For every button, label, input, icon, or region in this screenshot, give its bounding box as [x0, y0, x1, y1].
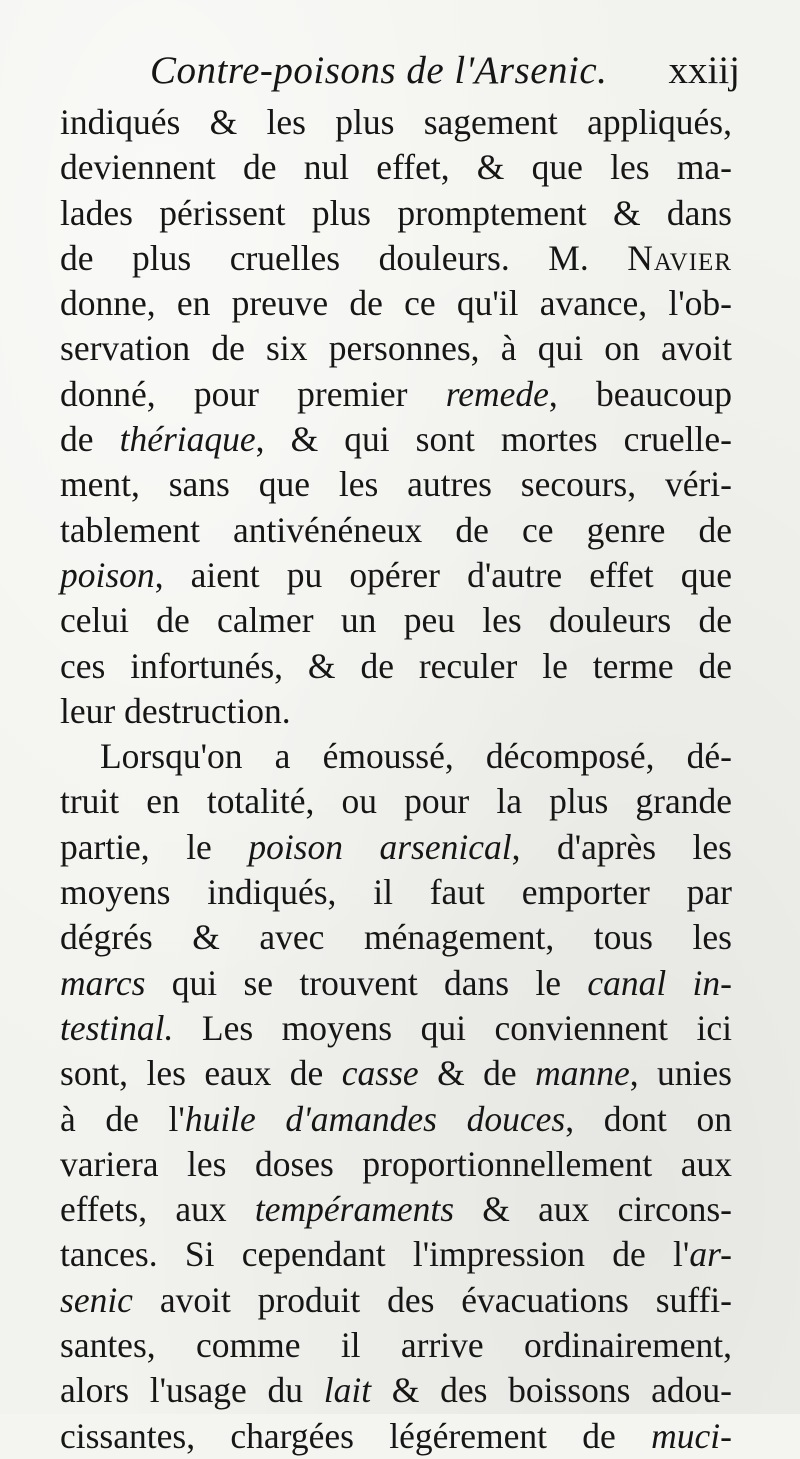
text-line	[60, 598, 732, 643]
text-run: Lorsqu'on a émoussé, décomposé, dé-	[100, 736, 732, 777]
text-run: tances. Si cependant l'impression de l'	[60, 1234, 690, 1275]
text-run: santes, comme il arrive ordinairement,	[60, 1325, 732, 1366]
text-run: à de l'	[60, 1098, 185, 1139]
text-line	[60, 1368, 732, 1413]
text-run: donne, en preuve de ce qu'il avance, l'ob-	[60, 283, 732, 324]
italic-term: remede	[445, 373, 549, 414]
text-line	[60, 236, 732, 281]
italic-term: manne	[535, 1053, 630, 1094]
text-line	[60, 644, 732, 689]
italic-term: canal in-	[587, 962, 732, 1003]
body-text	[60, 100, 732, 1459]
text-run: de	[60, 419, 120, 460]
text-line	[60, 372, 732, 417]
text-run: de plus cruelles douleurs. M.	[60, 237, 628, 278]
text-line	[60, 1142, 732, 1187]
text-run: donné, pour premier	[60, 373, 446, 414]
author-name: Navier	[627, 237, 732, 278]
text-line	[60, 1187, 732, 1232]
text-line	[60, 961, 732, 1006]
text-line	[60, 1051, 732, 1096]
text-line	[60, 1414, 732, 1459]
text-line	[60, 191, 732, 236]
page-number: xxiij	[668, 49, 740, 92]
text-line	[60, 100, 732, 145]
italic-term: marcs	[60, 962, 146, 1003]
running-title: Contre-poisons de l'Arsenic.	[150, 49, 608, 92]
text-line	[60, 1097, 732, 1142]
text-run: leur destruction.	[60, 690, 291, 731]
text-line	[60, 1323, 732, 1368]
text-line	[60, 915, 732, 960]
text-run: avoit produit des évacuations suffi-	[132, 1279, 732, 1320]
text-line	[60, 870, 732, 915]
text-line	[60, 825, 732, 870]
italic-term: thériaque	[119, 419, 256, 460]
text-line	[60, 1232, 732, 1277]
text-run: tablement antivénéneux de ce genre de	[60, 509, 732, 550]
text-run: moyens indiqués, il faut emporter par	[60, 872, 732, 913]
text-line	[60, 734, 732, 779]
text-run: , beaucoup	[548, 373, 732, 414]
text-run: deviennent de nul effet, & que les ma-	[60, 147, 732, 188]
text-line	[60, 553, 732, 598]
text-run: & aux circons-	[454, 1189, 732, 1230]
text-line	[60, 508, 732, 553]
text-run: Les moyens qui conviennent ici	[173, 1007, 732, 1048]
text-run: alors l'usage du	[60, 1370, 324, 1411]
text-line	[60, 779, 732, 824]
text-run: qui se trouvent dans le	[145, 962, 588, 1003]
italic-term: poison	[60, 554, 155, 595]
text-run: cissantes, chargées légérement de	[60, 1415, 652, 1456]
text-run: , dont on	[565, 1098, 732, 1139]
italic-term: tempéraments	[254, 1189, 455, 1230]
text-line	[60, 689, 732, 734]
text-line	[60, 326, 732, 371]
italic-term: testinal.	[60, 1007, 174, 1048]
text-run: effets, aux	[60, 1189, 255, 1230]
italic-term: huile d'amandes douces	[184, 1098, 566, 1139]
page-header	[60, 48, 740, 92]
text-run: ment, sans que les autres secours, véri-	[60, 464, 732, 505]
text-run: & des boissons adou-	[371, 1370, 732, 1411]
text-line	[60, 145, 732, 190]
text-line	[60, 1006, 732, 1051]
italic-term: senic	[60, 1279, 133, 1320]
text-run: variera les doses proportionnellement aux	[60, 1143, 732, 1184]
italic-term: casse	[341, 1053, 419, 1094]
text-run: ces infortunés, & de reculer le terme de	[60, 645, 732, 686]
text-line	[60, 417, 732, 462]
text-run: , unies	[629, 1053, 732, 1094]
text-run: indiqués & les plus sagement appliqués,	[60, 102, 732, 142]
text-run: , & qui sont mortes cruelle-	[255, 419, 732, 460]
text-run: , aient pu opérer d'autre effet que	[154, 554, 732, 595]
text-run: & de	[418, 1053, 536, 1094]
text-run: lades périssent plus promptement & dans	[60, 192, 732, 233]
text-line	[60, 462, 732, 507]
text-run: celui de calmer un peu les douleurs de	[60, 600, 732, 641]
text-line	[60, 281, 732, 326]
text-run: , d'après les	[511, 826, 732, 867]
text-run: dégrés & avec ménagement, tous les	[60, 917, 732, 958]
italic-term: poison arsenical	[248, 826, 512, 867]
italic-term: muci-	[651, 1415, 732, 1456]
text-line	[60, 1278, 732, 1323]
text-run: servation de six personnes, à qui on avoit	[60, 328, 732, 369]
text-run: partie, le	[60, 826, 249, 867]
italic-term: lait	[323, 1370, 372, 1411]
text-run: truit en totalité, ou pour la plus grande	[60, 781, 732, 822]
italic-term: ar-	[689, 1234, 732, 1275]
text-run: sont, les eaux de	[60, 1053, 342, 1094]
